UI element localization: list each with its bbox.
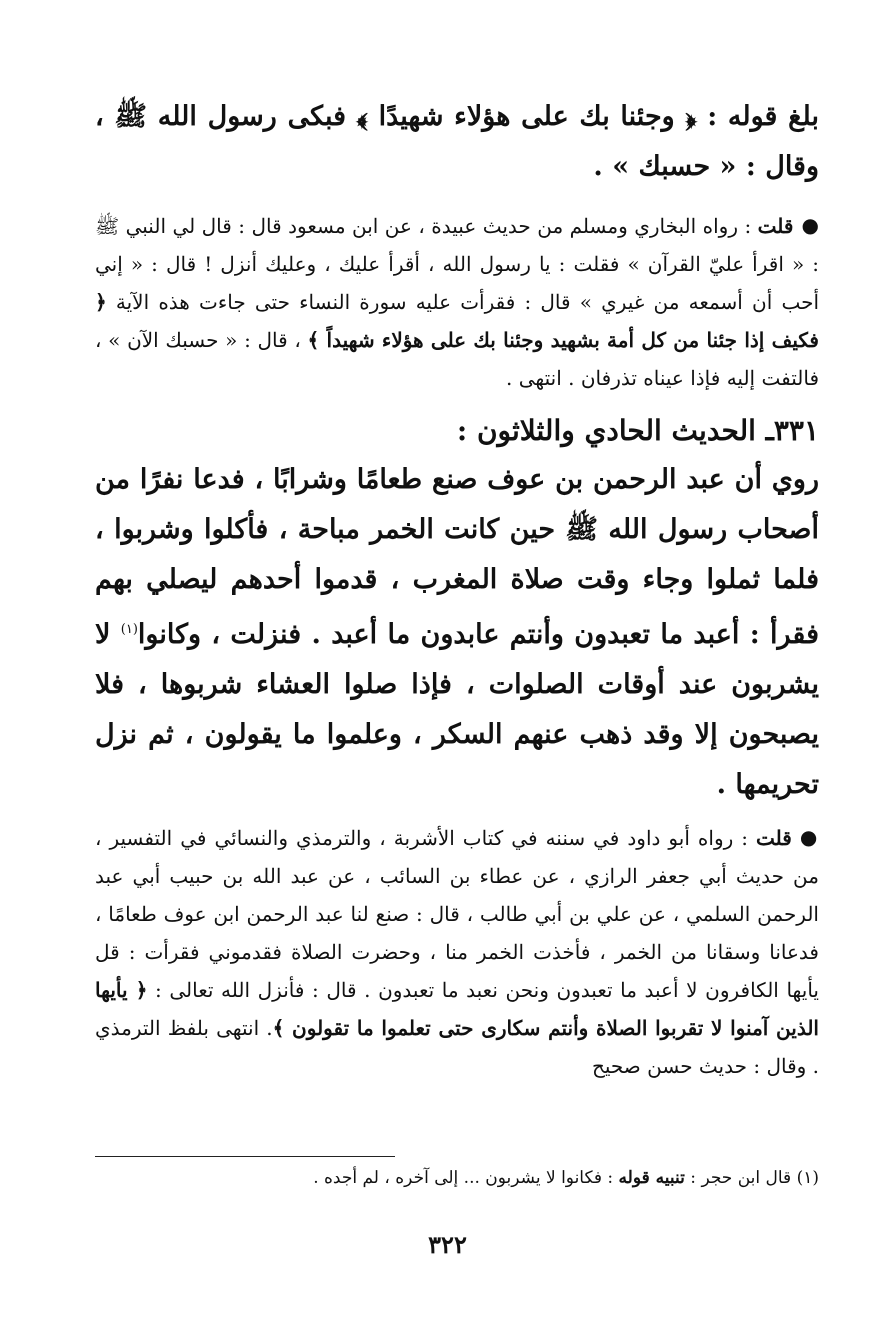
footnote-emphasis: تنبيه قوله	[618, 1168, 685, 1188]
note-text: . انتهى بلفظ الترمذي . وقال : حديث حسن صحيح	[95, 1016, 819, 1078]
hadith-text-part: لا يشربون عند أوقات الصلوات ، فإذا صلوا العشاء شربوها ، فلا يصبحون إلا وقد ذهب عنهم السكر ، وعلموا ما يقولون ، ثم نزل تحريمها .	[95, 619, 819, 800]
quran-quote: ﴿ يأيها الذين آمنوا لا تقربوا الصلاة وأنتم سكارى حتى تعلموا ما تقولون ﴾	[95, 978, 819, 1040]
note-text: ، قال : « حسبك الآن » ، فالتفت إليه فإذا عيناه تذرفان . انتهى .	[95, 328, 819, 390]
hadith-text-part: روي أن عبد الرحمن بن عوف صنع طعامًا وشرابًا ، فدعا نفرًا من أصحاب رسول الله ﷺ حين كانت الخمر مباحة ، فأكلوا وشربوا ، فلما ثملوا وجاء وقت صلاة المغرب ، قدموا أحدهم ليصلي بهم فقرأ : أعبد ما تعبدون وأنتم عابدون ما أعبد . فنزلت ، وكانوا	[95, 464, 819, 650]
note-text: : رواه أبو داود في سننه في كتاب الأشربة ، والترمذي والنسائي في التفسير ، من حديث أبي جعفر الرازي ، عن عطاء بن السائب ، عن عبد الله بن حبيب أبي عبد الرحمن السلمي ، عن علي بن أبي طالب ، قال : صنع لنا عبد الرحمن ابن عوف طعامًا ، فدعانا وسقانا من الخمر ، فأخذت الخمر منا ، وحضرت الصلاة فقدموني فقرأت : قل يأيها الكافرون لا أعبد ما تعبدون ونحن نعبد ما تعبدون . قال : فأنزل الله تعالى :	[95, 826, 819, 1002]
quran-quote: ﴿ فكيف إذا جئنا من كل أمة بشهيد وجئنا بك على هؤلاء شهيداً ﴾	[95, 290, 819, 352]
bullet-icon: ●	[801, 213, 820, 237]
footnote	[95, 1164, 819, 1192]
hadith-text	[95, 455, 819, 810]
note-text: : رواه البخاري ومسلم من حديث عبيدة ، عن ابن مسعود قال : قال لي النبي ﷺ : « اقرأ عليّ القرآن » فقلت : يا رسول الله ، أقرأ عليك ، وعليك أنزل ! قال : « إني أحب أن أسمعه من غيري » قال : فقرأت عليه سورة النساء حتى جاءت هذه الآية	[95, 214, 819, 314]
footnote-text: قال ابن حجر :	[684, 1168, 792, 1188]
verse-passage	[95, 92, 819, 192]
footnote-number: (١)	[796, 1168, 819, 1188]
note-label: قلت	[756, 826, 792, 850]
footnote-divider	[95, 1156, 395, 1157]
verse-prefix: بلغ قوله :	[696, 101, 819, 132]
commentary-note	[95, 206, 819, 397]
note-label: قلت	[757, 214, 794, 238]
footnote-marker[interactable]: (١)	[120, 622, 138, 637]
footnote-text: : فكانوا لا يشربون ... إلى آخره ، لم أجده .	[313, 1168, 619, 1188]
quran-quote: ﴿ وجئنا بك على هؤلاء شهيدًا ﴾	[356, 101, 697, 132]
commentary-note	[95, 818, 819, 1085]
section-heading: ٣٣١ـ الحديث الحادي والثلاثون :	[456, 414, 819, 447]
bullet-icon: ●	[799, 825, 819, 849]
page-body	[95, 92, 819, 1085]
page-number: ٣٢٢	[428, 1230, 467, 1259]
verse-rest: فبكى رسول الله ﷺ ، وقال : « حسبك » .	[95, 101, 819, 182]
